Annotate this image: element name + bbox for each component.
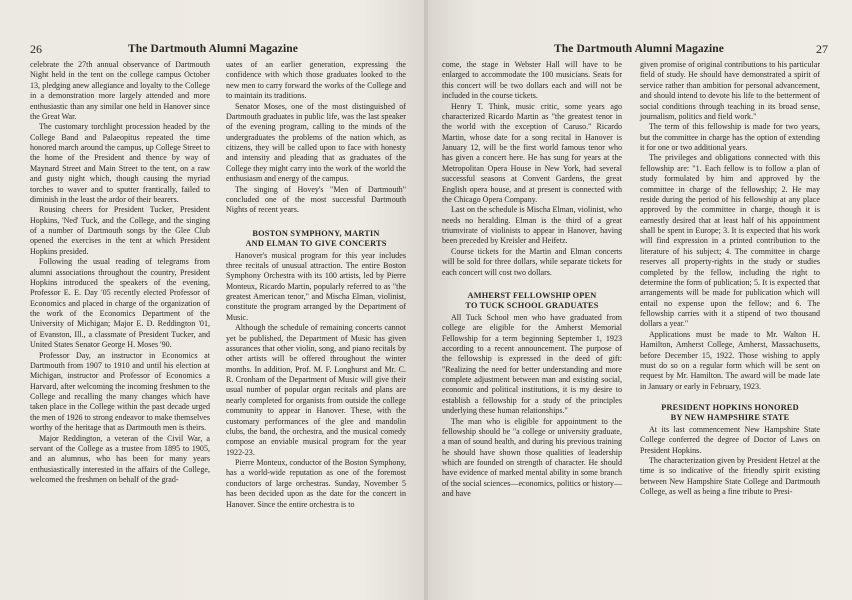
running-head: The Dartmouth Alumni Magazine: [128, 43, 298, 55]
left-column-2: [226, 60, 406, 510]
heading-line: TO TUCK SCHOOL GRADUATES: [465, 300, 599, 310]
heading-line: AMHERST FELLOWSHIP OPEN: [467, 290, 597, 300]
paragraph: At its last commencement New Hampshire State College conferred the degree of Doctor of Laws on President Hopkins.: [640, 424, 820, 455]
paragraph: The singing of Hovey's "Men of Dartmouth" concluded one of the most successful Dartmouth Nights of recent years.: [226, 184, 406, 215]
paragraph: Pierre Monteux, conductor of the Boston Symphony, has a world-wide reputation as one of the foremost conductors of large orchestras. Sunday, November 5 has been decided upon as the date for the concert in Hanover. Since the entire orchestra is to: [226, 458, 406, 509]
article-heading: [640, 403, 820, 423]
paragraph: come, the stage in Webster Hall will have to be enlarged to accommodate the 100 musicians. Seats for this concert will be two dollars each and will not be included in the course tickets.: [442, 60, 622, 101]
right-column-1: [442, 60, 622, 500]
paragraph: All Tuck School men who have graduated from college are eligible for the Amherst Memorial Fellowship for a term beginning September 1, 1923 according to a recent announcement. The purpose of the fellowship is expressed in the deed of gift: "Realizing the need for better understanding and more complete adjustment between man and existing social, economic and political institutions, it is my desire to establish a fellowship for a study of the principles underlying these human relationships.": [442, 312, 622, 416]
article-heading: [442, 291, 622, 311]
heading-line: AND ELMAN TO GIVE CONCERTS: [245, 238, 387, 248]
paragraph: Major Reddington, a veteran of the Civil War, a servant of the College as a trustee from 1895 to 1905, and an alumnus, who has been for many years enthusiastically interested in the affairs of the College, welcomed the freshmen on behalf of the grad-: [30, 433, 210, 484]
paragraph: celebrate the 27th annual observance of Dartmouth Night held in the tent on the college campus October 13, pledging anew allegiance and loyalty to the College in a demonstration more largely attended and more enthusiastic than any similar one held in Hanover since the Great War.: [30, 60, 210, 121]
paragraph: Rousing cheers for President Tucker, President Hopkins, 'Ned' Tuck, and the College, and the singing of a number of Dartmouth songs by the Glee Club opened the exercises in the tent at which President Hopkins presided.: [30, 205, 210, 256]
paragraph: Course tickets for the Martin and Elman concerts will be sold for three dollars, while separate tickets for each concert will cost two dollars.: [442, 246, 622, 277]
paragraph: Applications must be made to Mr. Walton H. Hamilton, Amherst College, Amherst, Massachusetts, before December 15, 1922. Those wishing to apply must do so on a regular form which will be sent on request by Mr. Hamilton. The award will be made late in January or early in February, 1923.: [640, 329, 820, 391]
paragraph: The characterization given by President Hetzel at the time is so indicative of the friendly spirit existing between New Hampshire State College and Dartmouth College, as well as being a fine tribute to Presi-: [640, 456, 820, 497]
right-column-2: [640, 60, 820, 498]
page-number: 26: [30, 42, 42, 56]
paragraph: The term of this fellowship is made for two years, but the committee in charge has the option of extending it for one or two additional years.: [640, 122, 820, 152]
paragraph: Following the usual reading of telegrams from alumni associations throughout the country, President Hopkins introduced the speakers of the evening, Professor E. E. Day '05 recently elected Professor of Economics and placed in charge of the organization of the work of the Economics Department of the University of Michigan; Major E. D. Reddington '01, of Evanston, Ill., a classmate of President Tucker, and United States Senator George H. Moses '90.: [30, 257, 210, 350]
paragraph: Although the schedule of remaining concerts cannot yet be published, the Department of Music has given assurances that other violin, song, and piano recitals by other artists will be offered throughout the winter months. In addition, Prof. M. F. Longhurst and Mr. C. R. Cronham of the Department of Music will give their usual number of popular organ recitals and plans are nearly completed for organists from outside the college community to appear in Hanover. These, with the customary performances of the glee and mandolin clubs, the band, the orchestra, and the musical comedy compose an enviable musical program for the year 1922-23.: [226, 323, 406, 457]
paragraph: uates of an earlier generation, expressing the confidence with which those graduates looked to the new men to carry forward the works of the College and to maintain its traditions.: [226, 60, 406, 101]
paragraph: Hanover's musical program for this year includes three recitals of unusual attraction. The entire Boston Symphony Orchestra with its 100 artists, led by Pierre Monteux, Ricardo Martin, popularly referred to as "the greatest American tenor," and Mischa Elman, violinist, constitute the program arranged by the Department of Music.: [226, 250, 406, 322]
right-page: [426, 0, 852, 600]
paragraph: The man who is eligible for appointment to the fellowship should be "a college or university graduate, a man of sound health, and during his previous training he should have shown those qualities of leadership which are founded on strength of character. He should have evidence of marked mental ability in some branch of the social sciences—economics, politics or history—and have: [442, 416, 622, 499]
heading-line: BY NEW HAMPSHIRE STATE: [670, 412, 790, 422]
page-gutter: [424, 0, 428, 600]
paragraph: Henry T. Think, music critic, some years ago characterized Ricardo Martin as "the greatest tenor in the world with the exception of Caruso." Ricardo Martin, whose date for a song recital in Hanover is January 12, will be the first world famous tenor who has given a concert here. He has sung for years at the Metropolitan Opera House in New York, had several successful seasons at Convent Gardens, the great English opera house, and at present is connected with the Chicago Opera Company.: [442, 101, 622, 204]
paragraph: The privileges and obligations connected with this fellowship are: "1. Each fellow is to follow a plan of study formulated by him and approved by the committee in charge of the fellowship; 2. He may reside during the period of his fellowship at any place approved by the committee in charge, though it is earnestly desired that at least half of his appointment shall be spent in Europe; 3. It is expected that his work will find expression in a printed contribution to the literature of his subject; 4. The committee in charge reserves all property-rights in the study or studies completed by the fellow, including the right to determine the form of publication; 5. It is expected that arrangements will be made for publication which will entail no expense upon the fellow; and 6. The fellowship carries with it a stipend of two thousand dollars a year.": [640, 153, 820, 329]
page-number: 27: [816, 42, 828, 56]
paragraph: The customary torchlight procession headed by the College Band and Palaeopitus repeated the time honored march around the campus, up College Street to the home of the President and thence by way of Maynard Street and Main Street to the tent, on a raw and gusty night which, though causing the myriad torches to waver and to sputter frantically, failed to diminish in the least the ardor of their bearers.: [30, 122, 210, 204]
paragraph: Senator Moses, one of the most distinguished of Dartmouth graduates in public life, was the last speaker of the evening program, calling to the minds of the undergraduates the problems of the nation which, as citizens, they will be called upon to face with honesty and intensity and pleading that as graduates of the College they might carry into the work of the world the enthusiasm and energy of the campus.: [226, 101, 406, 184]
paragraph: Professor Day, an instructor in Economics at Dartmouth from 1907 to 1910 and until his election at Michigan, instructor and Professor of Economics a Harvard, after welcoming the incoming freshmen to the College and recalling the many changes which have taken place in the College within the past decade urged the men of 1926 to strong endeavor to make themselves worthy of the heritage that as Dartmouth men is theirs.: [30, 350, 210, 433]
left-column-1: [30, 60, 210, 485]
heading-line: BOSTON SYMPHONY, MARTIN: [252, 228, 380, 238]
article-heading: [226, 229, 406, 249]
heading-line: PRESIDENT HOPKINS HONORED: [661, 403, 799, 412]
paragraph: given promise of original contributions to his particular field of study. He should have demonstrated a spirit of service rather than ambition for personal advancement, and should intend to devote his life to the betterment of social conditions through teaching in its broad sense, journalism, politics and field work.": [640, 60, 820, 121]
running-head: The Dartmouth Alumni Magazine: [554, 43, 724, 55]
paragraph: Last on the schedule is Mischa Elman, violinist, who needs no heralding. Elman is the third of a great triumvirate of violinists to appear in Hanover, having been preceded by Kreisler and Heifetz.: [442, 205, 622, 246]
